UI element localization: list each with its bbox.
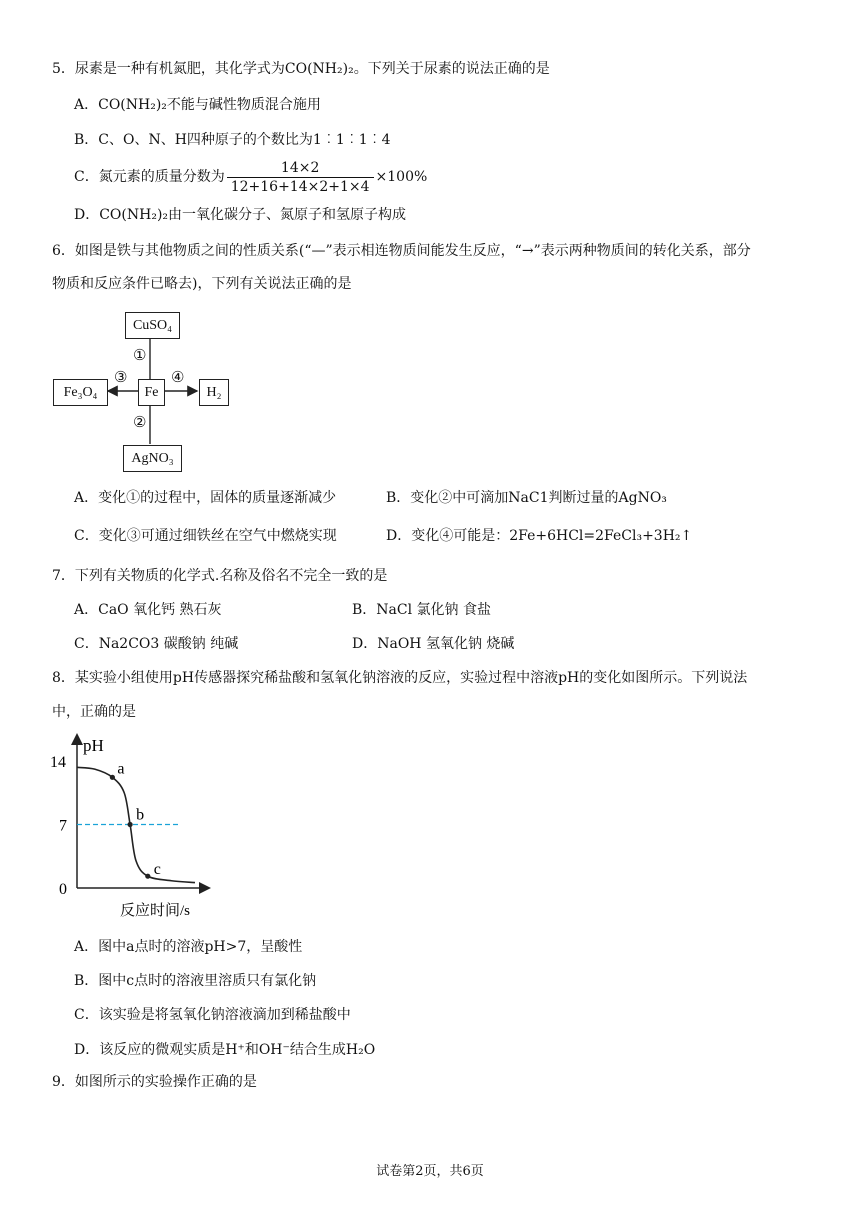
- node-fe: Fe: [138, 379, 165, 406]
- fraction-numerator: 14×2: [227, 159, 374, 178]
- mass-fraction: [227, 159, 374, 196]
- q5-option-d: D．CO(NH₂)₂由一氧化碳分子、氮原子和氢原子构成: [74, 207, 407, 223]
- point-c-label: c: [153, 861, 161, 879]
- q5-option-c-suffix: ×100%: [375, 169, 428, 185]
- q5-option-c-prefix: C．氮元素的质量分数为: [74, 169, 225, 185]
- q8-option-a: A．图中a点时的溶液pH>7，呈酸性: [74, 939, 303, 955]
- node-agno3: AgNO₃: [123, 445, 182, 472]
- q8-stem-line2: 中，正确的是: [52, 704, 136, 720]
- q8-stem-line1: 8．某实验小组使用pH传感器探究稀盐酸和氢氧化钠溶液的反应，实验过程中溶液pH的变化如图所示。下列说法: [52, 670, 748, 686]
- q8-option-d: D．该反应的微观实质是H⁺和OH⁻结合生成H₂O: [74, 1042, 376, 1058]
- iron-relation-diagram: [50, 308, 250, 473]
- label-reaction-3: ③: [114, 368, 128, 386]
- node-h2: H₂: [199, 379, 229, 406]
- point-a: [110, 775, 115, 780]
- q7-stem: 7．下列有关物质的化学式.名称及俗名不完全一致的是: [52, 568, 388, 584]
- q5-stem: 5．尿素是一种有机氮肥，其化学式为CO(NH₂)₂。下列关于尿素的说法正确的是: [52, 61, 550, 77]
- q8-option-b: B．图中c点时的溶液里溶质只有氯化钠: [74, 973, 317, 989]
- x-axis-label: 反应时间/s: [120, 903, 191, 919]
- q7-option-c: C．Na2CO3 碳酸钠 纯碱: [74, 636, 239, 652]
- y-tick-label-7: 7: [59, 817, 67, 835]
- q6-option-c: C．变化③可通过细铁丝在空气中燃烧实现: [74, 528, 337, 544]
- label-reaction-4: ④: [171, 368, 185, 386]
- q9-stem: 9．如图所示的实验操作正确的是: [52, 1074, 257, 1090]
- y-tick-label-0: 0: [59, 881, 67, 898]
- q5-option-a: A．CO(NH₂)₂不能与碱性物质混合施用: [74, 97, 321, 113]
- q6-stem-line2: 物质和反应条件已略去)，下列有关说法正确的是: [52, 276, 352, 292]
- q5-option-c: [74, 158, 427, 196]
- q7-option-b: B．NaCl 氯化钠 食盐: [352, 602, 491, 618]
- node-cuso4: CuSO₄: [125, 312, 180, 339]
- q8-option-c: C．该实验是将氢氧化钠溶液滴加到稀盐酸中: [74, 1007, 351, 1023]
- fraction-denominator: 12+16+14×2+1×4: [230, 178, 370, 195]
- y-tick-label-14: 14: [50, 754, 66, 771]
- q5-option-b: B．C、O、N、H四种原子的个数比为1︰1︰1︰4: [74, 132, 391, 148]
- node-fe3o4: Fe₃O₄: [53, 379, 108, 406]
- q6-option-d: D．变化④可能是：2Fe+6HCl=2FeCl₃+3H₂↑: [386, 528, 693, 544]
- q6-option-b: B．变化②中可滴加NaC1判断过量的AgNO₃: [386, 490, 667, 506]
- point-b: [128, 822, 133, 827]
- q7-option-a: A．CaO 氧化钙 熟石灰: [74, 602, 222, 618]
- point-b-label: b: [136, 806, 145, 824]
- point-c: [145, 874, 150, 879]
- q7-option-d: D．NaOH 氢氧化钠 烧碱: [352, 636, 515, 652]
- q6-stem-line1: 6．如图是铁与其他物质之间的性质关系(“—”表示相连物质间能发生反应，“→”表示两种物质间的转化关系，部分: [52, 243, 751, 259]
- y-axis-label: pH: [83, 736, 104, 755]
- page-footer: 试卷第2页，共6页: [376, 1164, 484, 1179]
- point-a-label: a: [117, 760, 125, 778]
- label-reaction-2: ②: [133, 413, 147, 431]
- q6-option-a: A．变化①的过程中，固体的质量逐渐减少: [74, 490, 337, 506]
- label-reaction-1: ①: [133, 346, 147, 364]
- ph-chart: [45, 733, 225, 923]
